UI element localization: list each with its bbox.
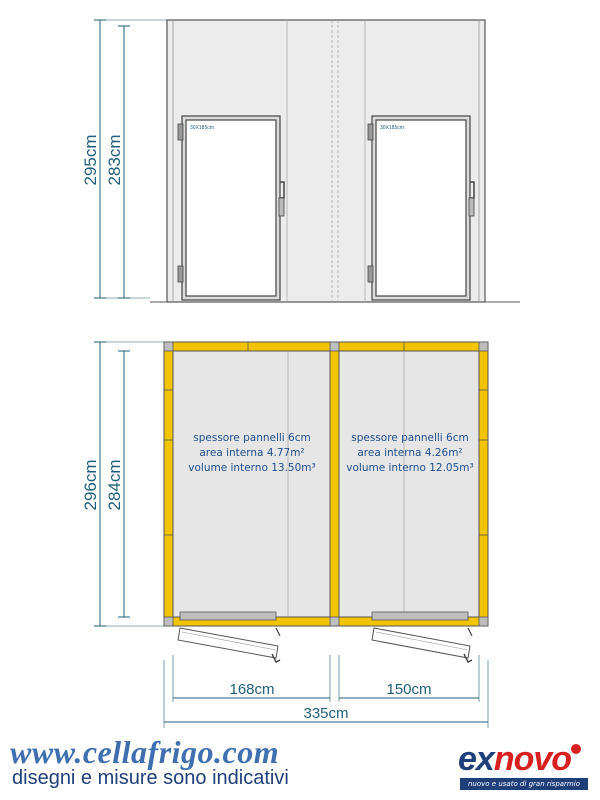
overall-height-label: 295cm: [81, 134, 100, 186]
internal-height-label: 283cm: [105, 134, 124, 186]
plan-width-dimensions: [164, 655, 488, 728]
right-door: [368, 116, 474, 300]
disclaimer-note: disegni e misure sono indicativi: [12, 767, 289, 789]
overall-width-label: 335cm: [303, 705, 349, 722]
logo-novo: novo: [493, 740, 572, 778]
right-door-lock-icon: [469, 198, 474, 216]
logo-ex: ex: [458, 740, 494, 778]
floor-plan: [81, 342, 488, 728]
left-room-panel-thickness: spessore pannelli 6cm: [193, 432, 311, 444]
right-door-size-label: 30X185cm: [380, 125, 404, 131]
left-door-leaf: [186, 120, 276, 296]
elevation-height-dimensions: [81, 20, 167, 298]
left-room-caption: [188, 432, 315, 474]
website-url[interactable]: www.cellafrigo.com: [10, 734, 280, 770]
partition-post: [330, 342, 339, 351]
corner-post: [479, 617, 488, 626]
left-door-size-label: 30X185cm: [190, 125, 214, 131]
right-door-hinge-icon: [368, 124, 373, 140]
left-room-interior: [173, 351, 330, 617]
plan-depth-dimensions: [81, 342, 164, 626]
left-door: [178, 116, 284, 300]
left-door-swing: [178, 628, 280, 662]
corner-post: [164, 617, 173, 626]
right-door-swing: [372, 628, 472, 662]
logo-tagline: nuovo e usato di gran risparmio: [460, 778, 588, 790]
right-room-width-label: 150cm: [386, 681, 432, 698]
left-room-area: area interna 4.77m²: [199, 447, 305, 459]
partition-post: [330, 617, 339, 626]
left-open-door-leaf: [178, 628, 278, 658]
logo-wordmark: [458, 742, 571, 776]
right-door-leaf: [376, 120, 466, 296]
right-latch-icon: [468, 628, 472, 636]
left-door-lock-icon: [279, 198, 284, 216]
left-latch-icon: [276, 628, 280, 636]
logo-dot-icon: [571, 744, 581, 754]
left-room-width-label: 168cm: [229, 681, 275, 698]
internal-depth-label: 284cm: [105, 459, 124, 511]
left-door-hinge-icon: [178, 266, 183, 282]
corner-post: [164, 342, 173, 351]
exnovo-logo: [458, 742, 588, 792]
right-room-area: area interna 4.26m²: [357, 447, 463, 459]
right-room-panel-thickness: spessore pannelli 6cm: [351, 432, 469, 444]
right-door-threshold: [372, 612, 468, 620]
right-room-interior: [339, 351, 479, 617]
left-door-threshold: [180, 612, 276, 620]
left-room-volume: volume interno 13.50m³: [188, 462, 316, 474]
front-elevation: [81, 20, 520, 302]
left-door-hinge-icon: [178, 124, 183, 140]
right-room-caption: [346, 432, 473, 474]
right-door-hinge-icon: [368, 266, 373, 282]
right-room-volume: volume interno 12.05m³: [346, 462, 474, 474]
corner-post: [479, 342, 488, 351]
right-open-door-leaf: [372, 628, 470, 658]
overall-depth-label: 296cm: [81, 459, 100, 511]
